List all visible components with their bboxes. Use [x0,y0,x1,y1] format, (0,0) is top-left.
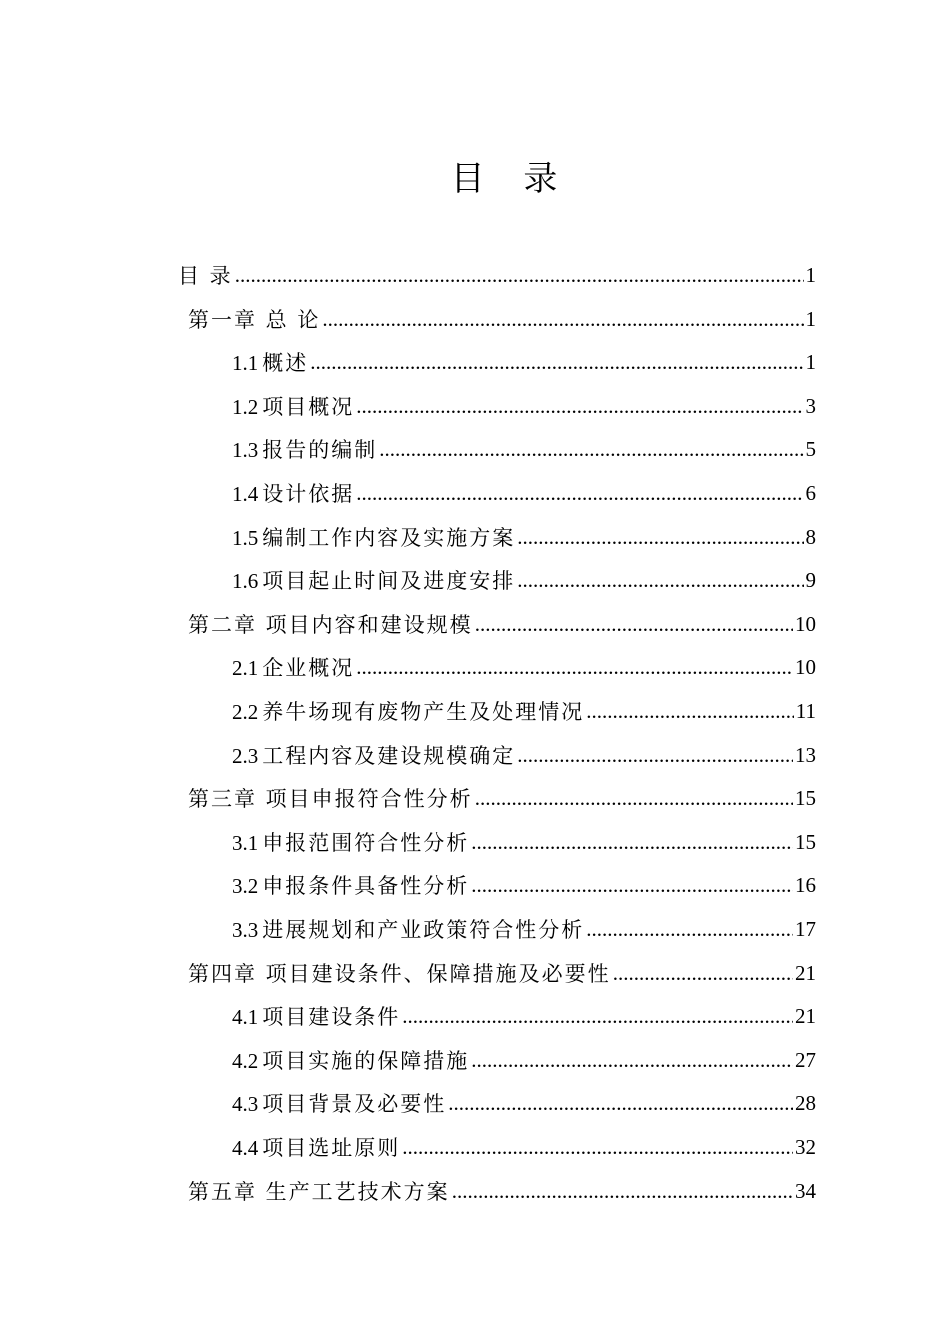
toc-entry[interactable] [188,1169,816,1213]
toc-entry-label [232,1088,446,1118]
toc-entry[interactable] [232,820,816,864]
toc-entry-label [232,522,515,552]
toc-entry-title: 养牛场现有废物产生及处理情况 [262,700,585,724]
toc-entry-label [232,914,584,944]
toc-entry-number: 2.2 [232,700,259,724]
toc-dot-leader [517,568,803,593]
toc-dot-leader [471,1048,793,1073]
toc-entry-title: 项目实施的保障措施 [262,1049,470,1073]
toc-entry-label [188,304,320,334]
toc-dot-leader [471,873,793,898]
toc-entry-title: 第三章 项目申报符合性分析 [188,787,473,811]
toc-entry[interactable] [188,951,816,995]
toc-page-number: 15 [795,829,816,854]
toc-entry-title: 报告的编制 [262,438,378,462]
toc-entry-title: 申报范围符合性分析 [262,831,470,855]
toc-dot-leader [475,612,793,637]
toc-page-number: 13 [795,742,816,767]
toc-entry[interactable] [232,471,816,515]
toc-page-number: 17 [795,916,816,941]
toc-page-number: 15 [795,785,816,810]
toc-entry[interactable] [232,340,816,384]
toc-entry-title: 申报条件具备性分析 [262,874,470,898]
toc-dot-leader [356,394,803,419]
toc-page-number: 21 [795,1003,816,1028]
toc-entry-label [188,1176,450,1206]
toc-page-number: 11 [795,698,816,723]
toc-entry[interactable] [232,689,816,733]
toc-dot-leader [475,786,793,811]
toc-entry-title: 企业概况 [262,656,355,680]
toc-page-number: 1 [805,306,816,331]
toc-dot-leader [322,307,803,332]
toc-entry-number: 2.1 [232,656,259,680]
toc-entry-number: 1.3 [232,438,259,462]
toc-entry-title: 第一章 总 论 [188,308,321,332]
toc-entry-label [232,565,515,595]
toc-entry-number: 3.1 [232,831,259,855]
toc-entry-label [188,609,473,639]
toc-page-number: 32 [795,1134,816,1159]
toc-entry-number: 1.4 [232,482,259,506]
toc-entry[interactable] [232,1081,816,1125]
toc-entry-label [232,1045,469,1075]
toc-page-number: 5 [805,436,816,461]
toc-entry-label [188,783,473,813]
toc-entry-title: 项目建设条件 [262,1005,401,1029]
toc-page-number: 28 [795,1090,816,1115]
toc-entry-label [188,958,611,988]
toc-page-number: 27 [795,1047,816,1072]
toc-entry-number: 1.1 [232,351,259,375]
toc-entry-number: 4.2 [232,1049,259,1073]
toc-entry-title: 进展规划和产业政策符合性分析 [262,918,585,942]
toc-entry-number: 1.5 [232,526,259,550]
toc-entry-label [232,347,308,377]
toc-entry-number: 3.2 [232,874,259,898]
toc-page-number: 3 [805,393,816,418]
toc-entry-label [232,391,354,421]
toc-dot-leader [356,481,803,506]
toc-entry-label [232,870,469,900]
toc-entry-title: 项目选址原则 [262,1136,401,1160]
toc-page-number: 1 [805,262,816,287]
toc-dot-leader [452,1179,793,1204]
toc-entry-title: 项目背景及必要性 [262,1092,447,1116]
toc-dot-leader [356,655,793,680]
toc-entry[interactable] [188,776,816,820]
toc-entry-label [232,827,469,857]
toc-entry-label [232,652,354,682]
toc-entry-number: 4.3 [232,1092,259,1116]
toc-dot-leader [517,525,803,550]
toc-entry-title: 设计依据 [262,482,355,506]
toc-entry-label [232,696,584,726]
toc-entry[interactable] [232,863,816,907]
toc-entry[interactable] [232,1038,816,1082]
toc-entry-title: 概述 [262,351,309,375]
toc-entry-title: 目 录 [178,264,233,288]
toc-entry-label [232,478,354,508]
toc-entry[interactable] [232,733,816,777]
toc-entry[interactable] [188,297,816,341]
toc-dot-leader [235,263,804,288]
toc-page-number: 9 [805,567,816,592]
toc-entry-title: 项目起止时间及进度安排 [262,569,516,593]
toc-entry-number: 1.2 [232,395,259,419]
toc-entry-number: 1.6 [232,569,259,593]
toc-entry-number: 4.1 [232,1005,259,1029]
toc-page-number: 8 [805,524,816,549]
toc-page-number: 34 [795,1178,816,1203]
toc-dot-leader [402,1004,793,1029]
toc-dot-leader [448,1091,793,1116]
toc-entry-label [232,740,515,770]
toc-dot-leader [402,1135,793,1160]
toc-entry-number: 3.3 [232,918,259,942]
toc-page-number: 10 [795,654,816,679]
toc-entry-title: 第二章 项目内容和建设规模 [188,613,473,637]
toc-page-number: 6 [805,480,816,505]
toc-entry[interactable] [232,558,816,602]
toc-dot-leader [471,830,793,855]
toc-dot-leader [586,699,794,724]
toc-entry[interactable] [232,907,816,951]
toc-entry[interactable] [232,994,816,1038]
toc-entry-label [178,260,233,290]
toc-entry[interactable] [188,602,816,646]
toc-page-number: 1 [805,349,816,374]
toc-page-number: 16 [795,872,816,897]
toc-entry[interactable] [232,1125,816,1169]
toc-entry-number: 4.4 [232,1136,259,1160]
page-title: 目 录 [450,159,572,199]
toc-page-number: 21 [795,960,816,985]
toc-entry[interactable] [232,515,816,559]
toc-dot-leader [586,917,793,942]
toc-entry-label [232,1001,400,1031]
toc-page-number: 10 [795,611,816,636]
toc-entry-number: 2.3 [232,744,259,768]
toc-entry-title: 工程内容及建设规模确定 [262,744,516,768]
toc-entry-title: 第四章 项目建设条件、保障措施及必要性 [188,962,611,986]
toc-dot-leader [517,743,793,768]
toc-entry[interactable] [232,427,816,471]
toc-entry-label [232,1132,400,1162]
toc-entry-label [232,434,377,464]
toc-entry-title: 第五章 生产工艺技术方案 [188,1180,450,1204]
toc-dot-leader [310,350,803,375]
toc-entry-title: 编制工作内容及实施方案 [262,526,516,550]
toc-entry[interactable] [178,253,816,297]
toc-dot-leader [379,437,803,462]
toc-entry-title: 项目概况 [262,395,355,419]
toc-entry[interactable] [232,645,816,689]
toc-entry[interactable] [232,384,816,428]
toc-dot-leader [613,961,793,986]
